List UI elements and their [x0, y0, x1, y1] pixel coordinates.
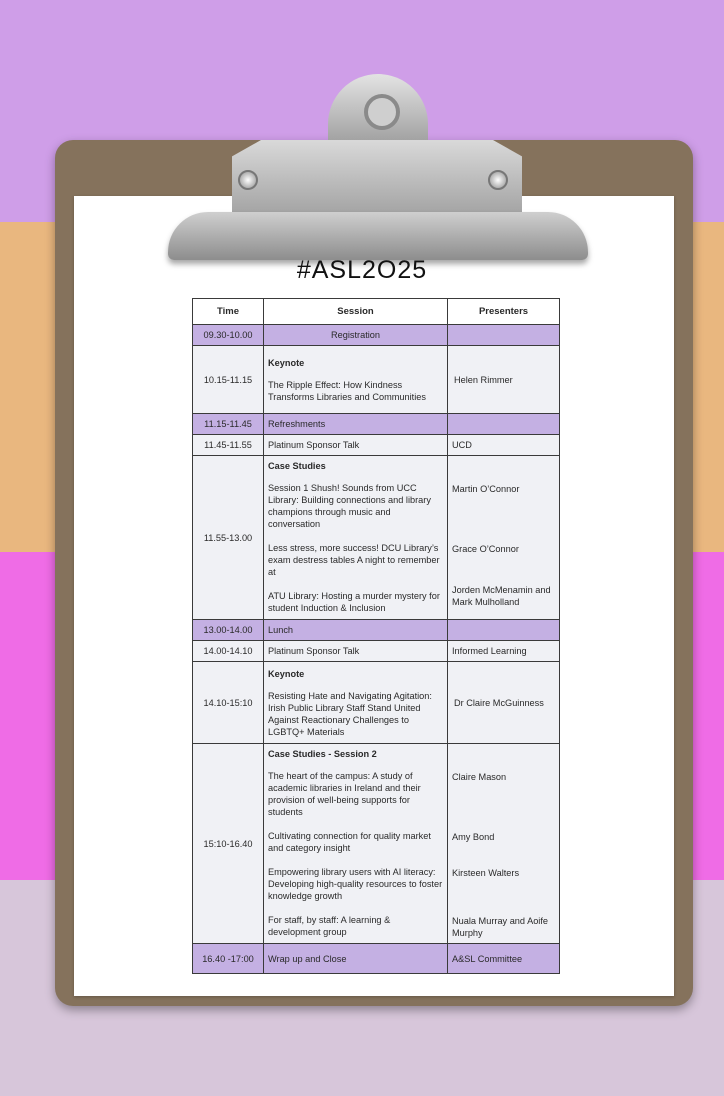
table-row	[193, 414, 560, 435]
session-heading: Keynote	[268, 357, 305, 368]
table-row	[193, 744, 560, 944]
time-cell: 09.30-10.00	[193, 325, 264, 346]
table-row	[193, 325, 560, 346]
presenter-name: Claire Mason	[452, 772, 507, 782]
presenters-cell: Dr Claire McGuinness	[448, 662, 560, 744]
presenter-name: Martin O’Connor	[452, 484, 520, 494]
clip-hole	[364, 94, 400, 130]
session-title: Session 1 Shush! Sounds from UCC Library: Building connections and library champions through music and conversation	[268, 483, 431, 529]
session-title: Less stress, more success! DCU Library’s exam destress tables A night to remember at	[268, 543, 440, 577]
session-cell: Registration	[264, 325, 448, 346]
table-row	[193, 620, 560, 641]
session-cell: Platinum Sponsor Talk	[264, 641, 448, 662]
presenters-cell	[448, 620, 560, 641]
session-cell	[264, 744, 448, 944]
schedule-table	[192, 298, 560, 974]
session-title: For staff, by staff: A learning & development group	[268, 915, 391, 937]
presenter-name: Jorden McMenamin and Mark Mulholland	[452, 585, 551, 607]
page-title: #ASL2O25	[296, 256, 428, 284]
table-row	[193, 662, 560, 744]
time-cell: 13.00-14.00	[193, 620, 264, 641]
clip-body	[232, 140, 522, 222]
table-row	[193, 641, 560, 662]
presenter-name: Grace O’Connor	[452, 544, 519, 554]
clip-base	[168, 212, 588, 260]
presenters-cell: A&SL Committee	[448, 944, 560, 974]
time-cell: 14.00-14.10	[193, 641, 264, 662]
presenters-cell	[448, 744, 560, 944]
session-heading: Keynote	[268, 668, 305, 679]
clip-rivet-left	[238, 170, 258, 190]
time-cell: 11.45-11.55	[193, 435, 264, 456]
presenters-cell	[448, 414, 560, 435]
session-cell	[264, 456, 448, 620]
session-title: Resisting Hate and Navigating Agitation: Irish Public Library Staff Stand United Against Reactionary Challenges to LGBTQ+ Materials	[268, 690, 432, 737]
header-session: Session	[264, 299, 448, 325]
time-cell: 15:10-16.40	[193, 744, 264, 944]
presenters-cell	[448, 325, 560, 346]
presenters-cell: UCD	[448, 435, 560, 456]
session-cell	[264, 346, 448, 414]
time-cell: 11.55-13.00	[193, 456, 264, 620]
session-title: ATU Library: Hosting a murder mystery for student Induction & Inclusion	[268, 591, 440, 613]
table-header-row	[193, 299, 560, 325]
table-row	[193, 456, 560, 620]
time-cell: 10.15-11.15	[193, 346, 264, 414]
table-row	[193, 346, 560, 414]
presenters-cell	[448, 456, 560, 620]
header-time: Time	[193, 299, 264, 325]
session-cell: Platinum Sponsor Talk	[264, 435, 448, 456]
presenter-name: Nuala Murray and Aoife Murphy	[452, 916, 549, 938]
session-heading: Case Studies - Session 2	[268, 749, 377, 759]
table-row	[193, 944, 560, 974]
session-title: Empowering library users with AI literacy: Developing high-quality resources to foster knowledge growth	[268, 867, 443, 901]
session-cell: Refreshments	[264, 414, 448, 435]
session-cell: Lunch	[264, 620, 448, 641]
time-cell: 11.15-11.45	[193, 414, 264, 435]
time-cell: 16.40 -17:00	[193, 944, 264, 974]
session-title: Cultivating connection for quality market and category insight	[268, 831, 431, 853]
session-heading: Case Studies	[268, 461, 326, 471]
presenters-cell: Helen Rimmer	[448, 346, 560, 414]
presenters-cell: Informed Learning	[448, 641, 560, 662]
presenter-name: Amy Bond	[452, 832, 495, 842]
session-cell: Wrap up and Close	[264, 944, 448, 974]
session-title: The heart of the campus: A study of academic libraries in Ireland and their provision of well-being supports for students	[268, 771, 421, 817]
clip-rivet-right	[488, 170, 508, 190]
presenter-name: Kirsteen Walters	[452, 868, 520, 878]
time-cell: 14.10-15:10	[193, 662, 264, 744]
session-cell	[264, 662, 448, 744]
table-row	[193, 435, 560, 456]
header-presenters: Presenters	[448, 299, 560, 325]
session-title: The Ripple Effect: How Kindness Transforms Libraries and Communities	[268, 379, 426, 402]
